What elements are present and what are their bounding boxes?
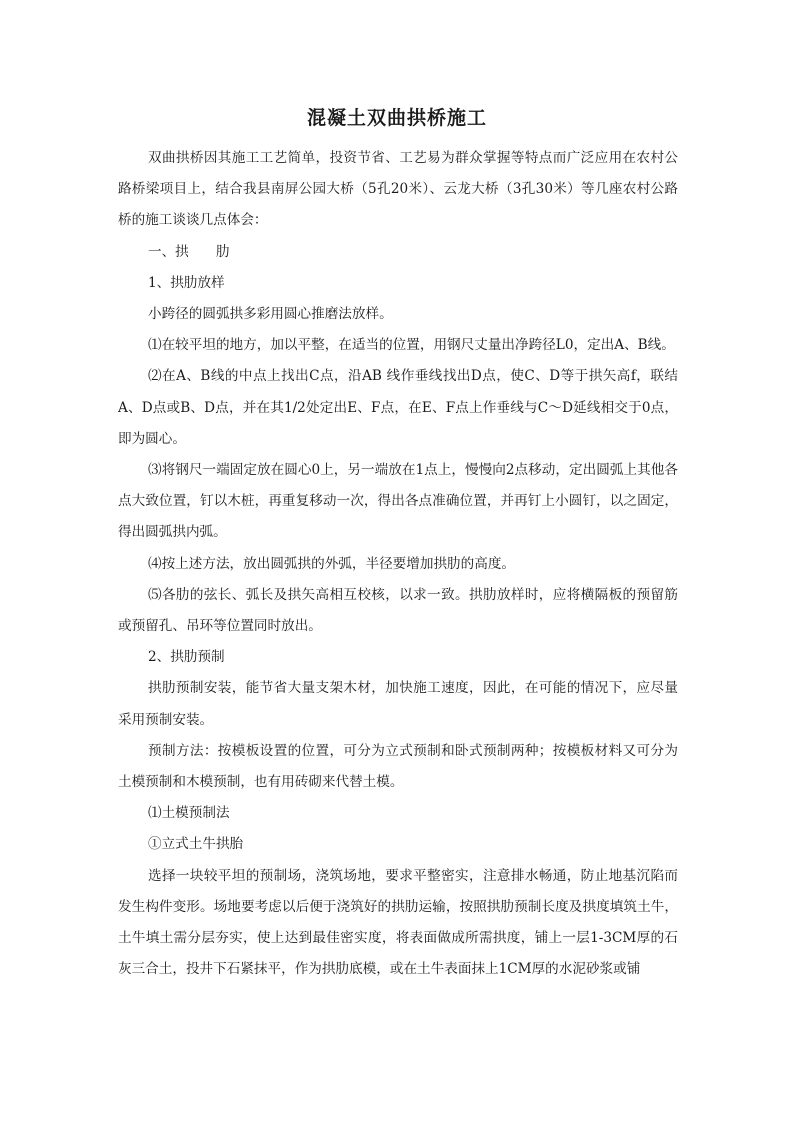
paragraph: ⑷按上述方法，放出圆弧拱的外弧，半径要增加拱肋的高度。 <box>148 555 516 572</box>
item-heading-vertical-soil: ①立式土牛拱胎 <box>148 836 244 853</box>
document-title: 混凝土双曲拱桥施工 <box>306 107 487 129</box>
paragraph: ⑶将钢尺一端固定放在圆心0上，另一端放在1点上，慢慢向2点移动，定出圆弧上其他各点大致位置，钉以木桩，再重复移动一次，得出各点准确位置，并再钉上小圆钉，以之固定，得出圆弧拱内弧。 <box>118 462 678 541</box>
paragraph: ⑵在A、B线的中点上找出C点，沿AB 线作垂线找出D点，使C、D等于拱矢高f，联结A、D点或B、D点，并在其1/2处定出E、F点，在E、F点上作垂线与C～D延线相交于0点，即为圆心。 <box>118 368 678 447</box>
subsection-heading-prefab: 2、拱肋预制 <box>148 649 225 666</box>
paragraph: 小跨径的圆弧拱多彩用圆心推磨法放样。 <box>148 306 393 323</box>
item-heading-soil-mold: ⑴土模预制法 <box>148 805 230 822</box>
paragraph: 拱肋预制安装，能节省大量支架木材，加快施工速度，因此，在可能的情况下，应尽量采用预制安装。 <box>118 680 678 728</box>
document-body <box>118 143 678 985</box>
paragraph: 预制方法：按模板设置的位置，可分为立式预制和卧式预制两种；按模板材料又可分为土模预制和木模预制，也有用砖砌来代替土模。 <box>118 742 678 791</box>
paragraph: 选择一块较平坦的预制场，浇筑场地，要求平整密实，注意排水畅通，防止地基沉陷而发生构件变形。场地要考虑以后便于浇筑好的拱肋运输，按照拱肋预制长度及拱度填筑土牛，土牛填土需分层夯实，使上达到最佳密实度，将表面做成所需拱度，铺上一层1-3CM厚的石灰三合土，投井下石紧抹平，作为拱肋底模，或在土牛表面抹上1CM厚的水泥砂浆或铺 <box>118 867 678 978</box>
paragraph: ⑴在较平坦的地方，加以平整，在适当的位置，用钢尺丈量出净跨径L0，定出A、B线。 <box>148 337 675 354</box>
subsection-heading-layout: 1、拱肋放样 <box>148 274 225 291</box>
paragraph: ⑸各肋的弦长、弧长及拱矢高相互校核，以求一致。拱肋放样时，应将横隔板的预留筋或预留孔、吊环等位置同时放出。 <box>118 586 678 635</box>
paragraph-intro: 双曲拱桥因其施工工艺简单，投资节省、工艺易为群众掌握等特点而广泛应用在农村公路桥梁项目上，结合我县南屏公园大桥（5孔20米）、云龙大桥（3孔30米）等几座农村公路桥的施工谈谈几点体会： <box>118 150 678 229</box>
section-heading-arch-rib: 一、拱 肋 <box>148 243 230 260</box>
